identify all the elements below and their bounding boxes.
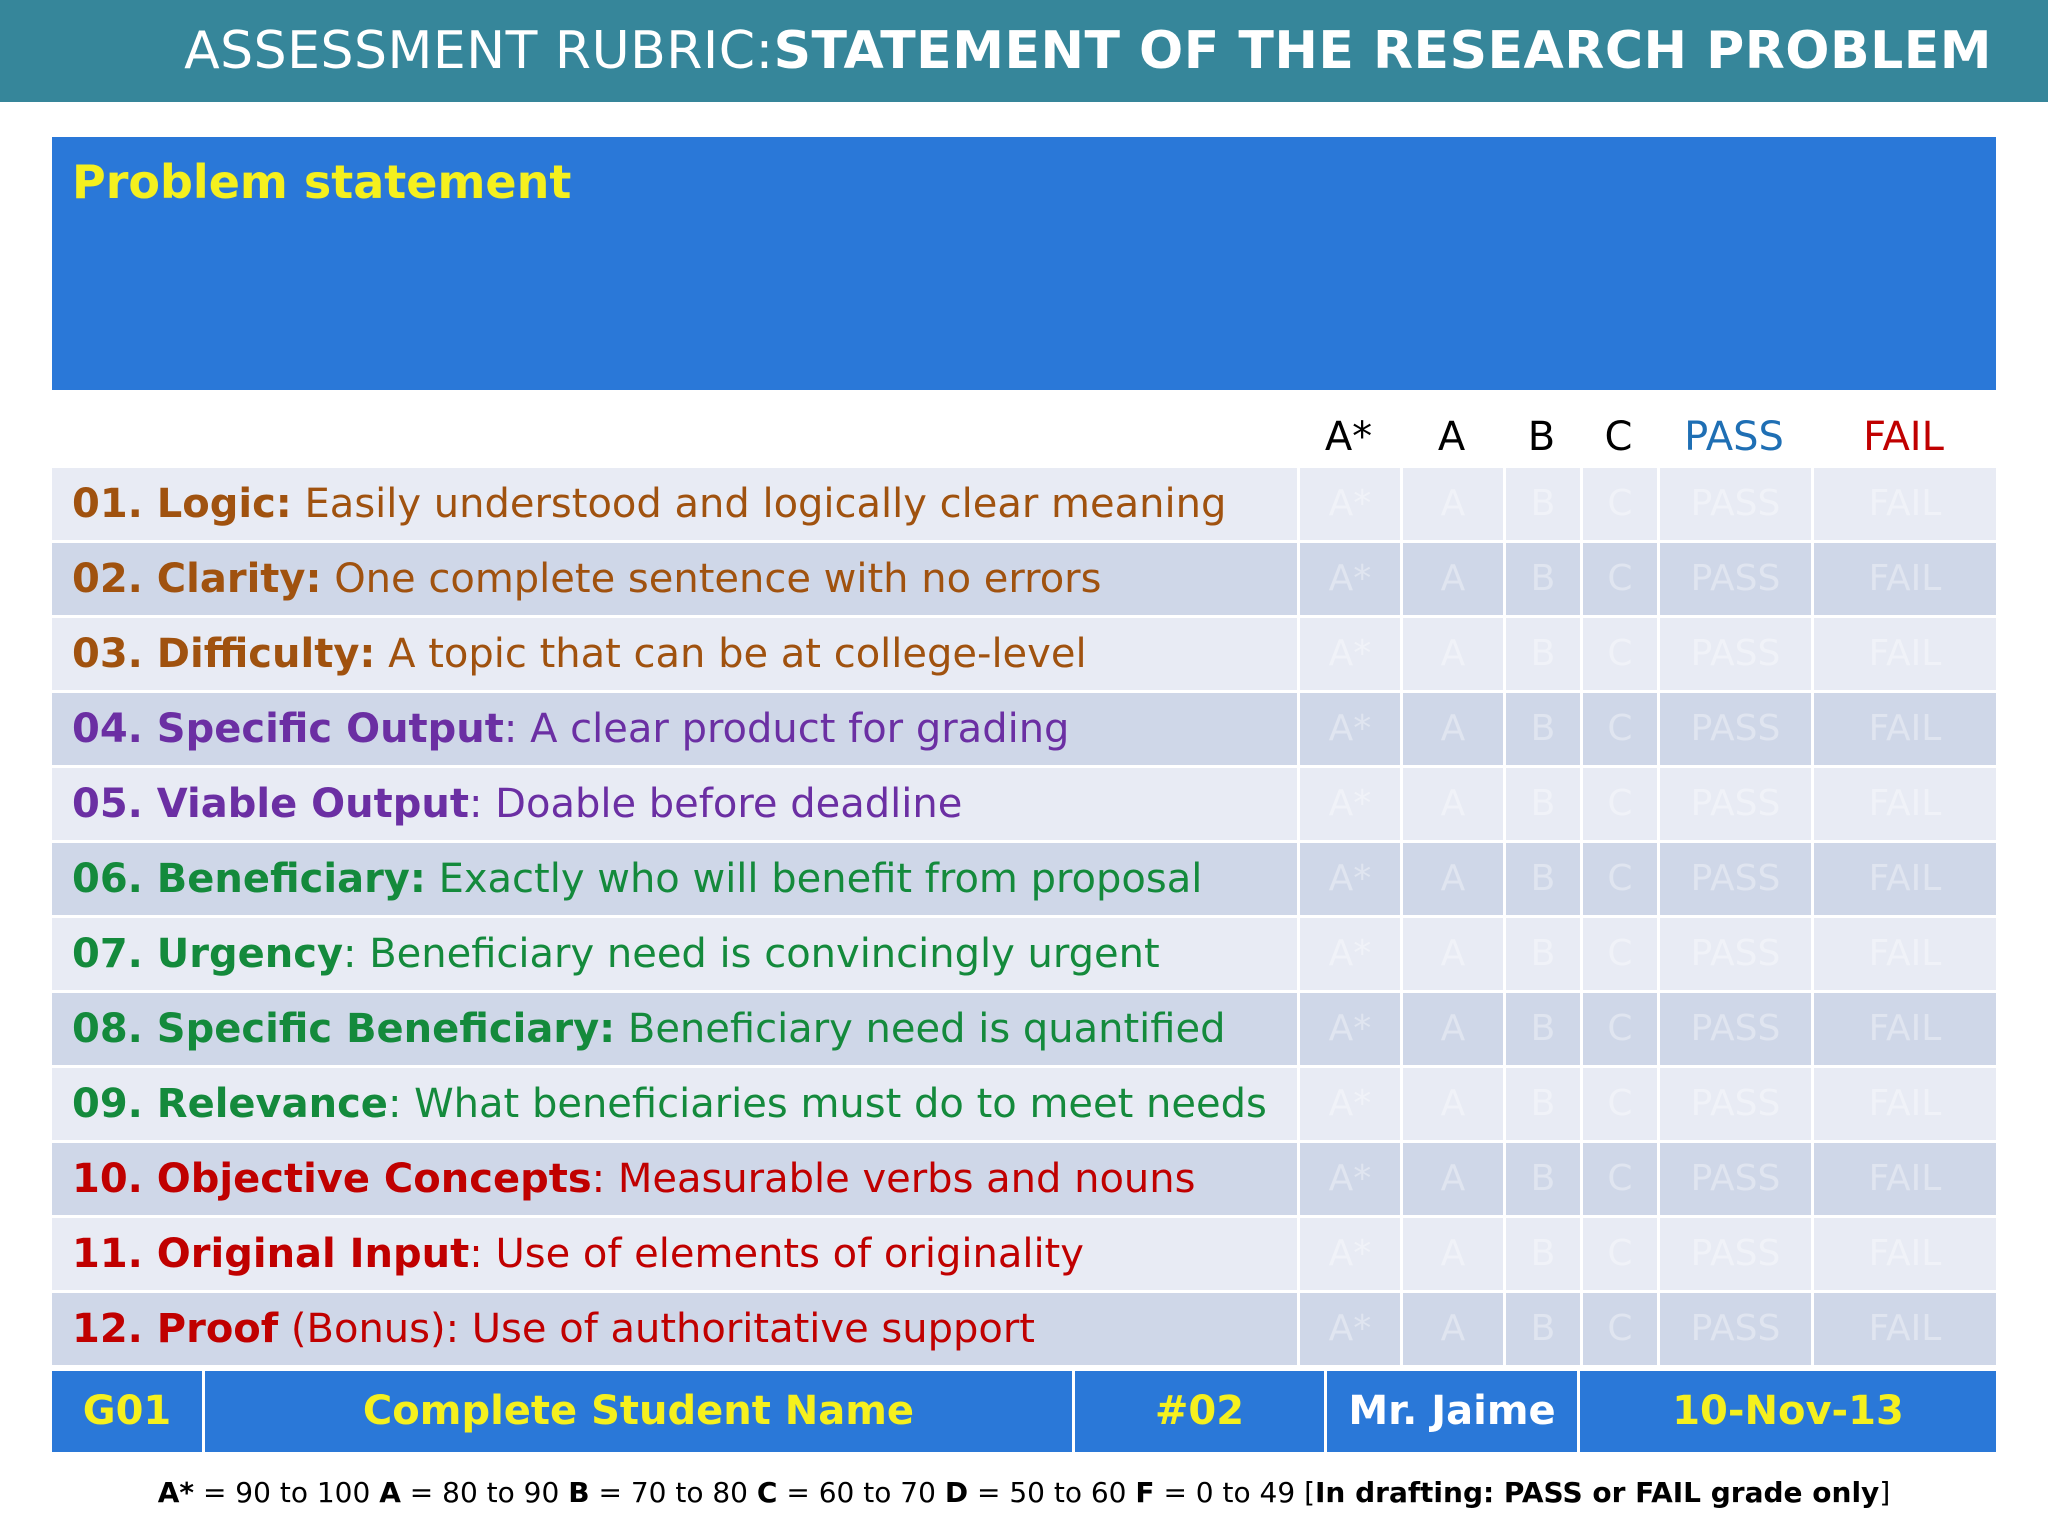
criterion-name: 08. Specific Beneficiary:: [72, 1006, 616, 1052]
grade-option-pass[interactable]: PASS: [1657, 1143, 1811, 1215]
grade-option-c[interactable]: C: [1580, 768, 1657, 840]
grade-option-b[interactable]: B: [1503, 1293, 1580, 1365]
title-light: ASSESSMENT RUBRIC: [184, 21, 756, 81]
grade-option-fail[interactable]: FAIL: [1811, 1293, 1996, 1365]
criterion-name: 11. Original Input: [72, 1231, 470, 1277]
criterion-text: [72, 993, 1225, 1065]
criterion-name: 09. Relevance: [72, 1081, 388, 1127]
grade-option-pass[interactable]: PASS: [1657, 993, 1811, 1065]
title-separator: :: [755, 21, 774, 81]
criterion-description: Exactly who will benefit from proposal: [425, 856, 1203, 902]
criterion-text: [72, 618, 1087, 690]
legend-grade-key: F: [1135, 1476, 1155, 1509]
rubric-row: [52, 1143, 1996, 1218]
teacher-name: Mr. Jaime: [1327, 1371, 1580, 1452]
criterion-text: [72, 768, 962, 840]
grade-option-a[interactable]: A: [1400, 1143, 1503, 1215]
grade-header-fail: FAIL: [1863, 414, 1944, 460]
grade-option-a[interactable]: A: [1400, 1218, 1503, 1290]
criterion-name: 06. Beneficiary:: [72, 856, 426, 902]
grade-option-fail[interactable]: FAIL: [1811, 843, 1996, 915]
grade-option-fail[interactable]: FAIL: [1811, 693, 1996, 765]
grade-option-b[interactable]: B: [1503, 1143, 1580, 1215]
grade-option-b[interactable]: B: [1503, 1218, 1580, 1290]
rubric-row: [52, 1293, 1996, 1368]
grade-option-a-star[interactable]: A*: [1297, 468, 1400, 540]
grade-option-b[interactable]: B: [1503, 918, 1580, 990]
criterion-text: [72, 843, 1202, 915]
legend-grade-key: C: [756, 1476, 778, 1509]
grade-option-a-star[interactable]: A*: [1297, 618, 1400, 690]
date-field[interactable]: 10-Nov-13: [1672, 1388, 1904, 1434]
grade-option-a[interactable]: A: [1400, 1068, 1503, 1140]
rubric-row: [52, 993, 1996, 1068]
criterion-description: : A clear product for grading: [503, 706, 1070, 752]
grade-option-a-star[interactable]: A*: [1297, 1068, 1400, 1140]
legend-grade-range: = 90 to 100: [194, 1476, 380, 1509]
criterion-description: : Beneficiary need is convincingly urgent: [343, 931, 1160, 977]
grade-option-pass[interactable]: PASS: [1657, 693, 1811, 765]
rubric-table: [52, 468, 1996, 1368]
student-number[interactable]: #02: [1075, 1371, 1327, 1452]
grade-option-a[interactable]: A: [1400, 993, 1503, 1065]
grade-option-c[interactable]: C: [1580, 468, 1657, 540]
legend-grade-range: = 70 to 80: [589, 1476, 757, 1509]
grade-option-pass[interactable]: PASS: [1657, 543, 1811, 615]
criterion-text: [72, 1143, 1195, 1215]
criterion-text: [72, 1218, 1084, 1290]
criterion-description: : Use of elements of originality: [469, 1231, 1084, 1277]
criterion-text: [72, 1068, 1267, 1140]
grade-option-a[interactable]: A: [1400, 1293, 1503, 1365]
student-name-field[interactable]: Complete Student Name: [205, 1371, 1075, 1452]
grade-option-b[interactable]: B: [1503, 1068, 1580, 1140]
criterion-text: [72, 468, 1226, 540]
grade-option-a-star[interactable]: A*: [1297, 1293, 1400, 1365]
grade-option-b[interactable]: B: [1503, 618, 1580, 690]
legend-grade-key: In drafting: PASS or FAIL grade only: [1315, 1476, 1880, 1509]
grade-option-a[interactable]: A: [1400, 918, 1503, 990]
grade-option-a[interactable]: A: [1400, 618, 1503, 690]
grade-header-c: C: [1604, 414, 1633, 460]
problem-statement-box[interactable]: [52, 137, 1996, 390]
grade-header-a-star: A*: [1324, 414, 1373, 460]
grade-option-pass[interactable]: PASS: [1657, 1068, 1811, 1140]
criterion-description: Easily understood and logically clear meaning: [291, 481, 1227, 527]
grade-option-c[interactable]: C: [1580, 843, 1657, 915]
legend-grade-range: ]: [1879, 1476, 1891, 1509]
grade-option-c[interactable]: C: [1580, 1068, 1657, 1140]
legend-grade-range: = 60 to 70: [777, 1476, 945, 1509]
grade-option-pass[interactable]: PASS: [1657, 618, 1811, 690]
rubric-row: [52, 1068, 1996, 1143]
grade-option-fail[interactable]: FAIL: [1811, 468, 1996, 540]
grade-option-a-star[interactable]: A*: [1297, 1143, 1400, 1215]
criterion-name: 01. Logic:: [72, 481, 292, 527]
grade-option-a-star[interactable]: A*: [1297, 693, 1400, 765]
grading-legend: [0, 1476, 2048, 1509]
grade-option-fail[interactable]: FAIL: [1811, 918, 1996, 990]
grade-option-fail[interactable]: FAIL: [1811, 618, 1996, 690]
grade-option-a-star[interactable]: A*: [1297, 843, 1400, 915]
title-bold: STATEMENT OF THE RESEARCH PROBLEM: [773, 21, 1992, 81]
grade-option-b[interactable]: B: [1503, 468, 1580, 540]
grade-option-fail[interactable]: FAIL: [1811, 768, 1996, 840]
criterion-name: 10. Objective Concepts: [72, 1156, 592, 1202]
criterion-description: : What beneficiaries must do to meet needs: [387, 1081, 1267, 1127]
grade-option-pass[interactable]: PASS: [1657, 468, 1811, 540]
grade-option-c[interactable]: C: [1580, 693, 1657, 765]
grade-option-c[interactable]: C: [1580, 1218, 1657, 1290]
criterion-name: 02. Clarity:: [72, 556, 322, 602]
grade-option-b[interactable]: B: [1503, 693, 1580, 765]
grade-header-pass: PASS: [1684, 414, 1784, 460]
grade-option-a-star[interactable]: A*: [1297, 768, 1400, 840]
grade-option-b[interactable]: B: [1503, 843, 1580, 915]
criterion-text: [72, 543, 1101, 615]
grade-option-fail[interactable]: FAIL: [1811, 993, 1996, 1065]
criterion-description: : Measurable verbs and nouns: [591, 1156, 1196, 1202]
grade-option-a[interactable]: A: [1400, 693, 1503, 765]
criterion-description: Beneficiary need is quantified: [615, 1006, 1226, 1052]
legend-grade-range: = 50 to 60: [968, 1476, 1136, 1509]
grade-option-a[interactable]: A: [1400, 468, 1503, 540]
rubric-row: [52, 768, 1996, 843]
grade-option-fail[interactable]: FAIL: [1811, 1068, 1996, 1140]
criterion-text: [72, 693, 1069, 765]
rubric-row: [52, 468, 1996, 543]
grade-option-a-star[interactable]: A*: [1297, 543, 1400, 615]
footer-bar: [52, 1371, 1996, 1452]
legend-grade-key: B: [568, 1476, 590, 1509]
criterion-name: 07. Urgency: [72, 931, 344, 977]
grade-option-a-star[interactable]: A*: [1297, 1218, 1400, 1290]
legend-grade-key: A*: [157, 1476, 195, 1509]
grade-option-pass[interactable]: PASS: [1657, 1218, 1811, 1290]
grade-option-pass[interactable]: PASS: [1657, 1293, 1811, 1365]
grade-option-b[interactable]: B: [1503, 543, 1580, 615]
grade-option-c[interactable]: C: [1580, 918, 1657, 990]
grade-option-a[interactable]: A: [1400, 543, 1503, 615]
grade-option-a[interactable]: A: [1400, 768, 1503, 840]
criterion-description: : Doable before deadline: [468, 781, 963, 827]
legend-grade-range: = 0 to 49 [: [1154, 1476, 1315, 1509]
rubric-row: [52, 618, 1996, 693]
rubric-row: [52, 693, 1996, 768]
legend-grade-key: A: [379, 1476, 401, 1509]
rubric-row: [52, 543, 1996, 618]
grade-option-c[interactable]: C: [1580, 618, 1657, 690]
grade-option-a-star[interactable]: A*: [1297, 993, 1400, 1065]
grade-header-a: A: [1437, 414, 1466, 460]
group-code[interactable]: G01: [52, 1371, 205, 1452]
problem-statement-label: Problem statement: [72, 155, 572, 209]
rubric-row: [52, 1218, 1996, 1293]
criterion-name: 12. Proof: [72, 1306, 279, 1352]
grade-header-row: [0, 408, 2048, 466]
criterion-text: [72, 1293, 1035, 1365]
grade-option-b[interactable]: B: [1503, 993, 1580, 1065]
grade-option-fail[interactable]: FAIL: [1811, 543, 1996, 615]
grade-option-c[interactable]: C: [1580, 1293, 1657, 1365]
rubric-row: [52, 843, 1996, 918]
title-bar: [0, 0, 2048, 102]
grade-option-pass[interactable]: PASS: [1657, 918, 1811, 990]
grade-option-a-star[interactable]: A*: [1297, 918, 1400, 990]
grade-option-b[interactable]: B: [1503, 768, 1580, 840]
grade-option-fail[interactable]: FAIL: [1811, 1218, 1996, 1290]
rubric-row: [52, 918, 1996, 993]
criterion-description: One complete sentence with no errors: [321, 556, 1102, 602]
criterion-text: [72, 918, 1160, 990]
grade-option-c[interactable]: C: [1580, 993, 1657, 1065]
criterion-name: 03. Difficulty:: [72, 631, 376, 677]
criterion-description: A topic that can be at college-level: [375, 631, 1087, 677]
grade-option-c[interactable]: C: [1580, 543, 1657, 615]
grade-option-pass[interactable]: PASS: [1657, 843, 1811, 915]
legend-grade-range: = 80 to 90: [400, 1476, 569, 1509]
grade-option-pass[interactable]: PASS: [1657, 768, 1811, 840]
criterion-description: (Bonus): Use of authoritative support: [278, 1306, 1035, 1352]
grade-option-a[interactable]: A: [1400, 843, 1503, 915]
criterion-name: 04. Specific Output: [72, 706, 504, 752]
grade-option-c[interactable]: C: [1580, 1143, 1657, 1215]
grade-option-fail[interactable]: FAIL: [1811, 1143, 1996, 1215]
grade-header-b: B: [1527, 414, 1556, 460]
criterion-name: 05. Viable Output: [72, 781, 469, 827]
legend-grade-key: D: [944, 1476, 969, 1509]
